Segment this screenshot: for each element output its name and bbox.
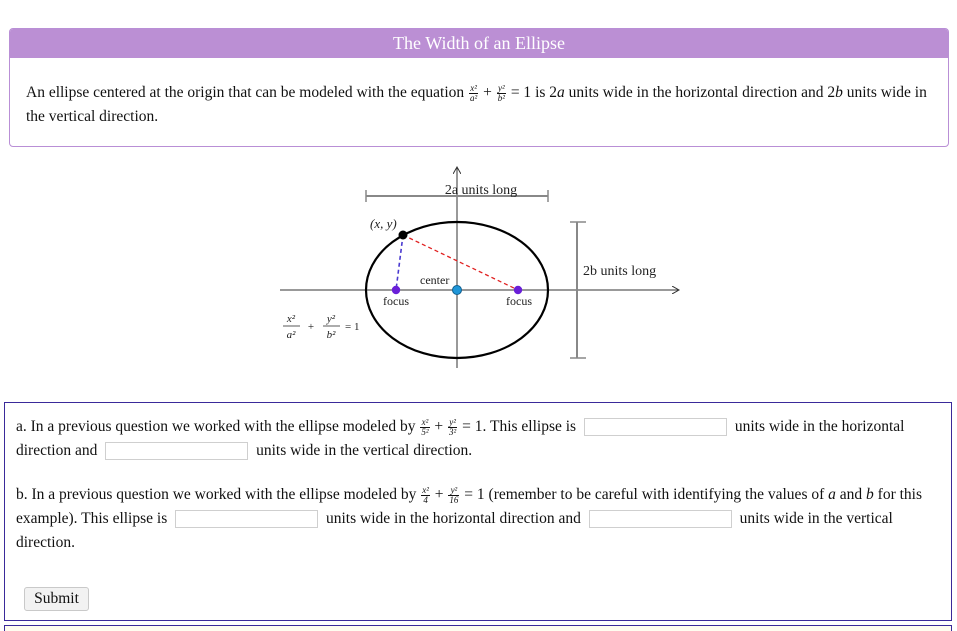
question-a-mid: This ellipse is	[489, 418, 577, 435]
focus-right-label: focus	[506, 294, 532, 308]
question-b-eq-rhs: = 1	[464, 486, 485, 503]
focal-distance-line-blue	[396, 235, 403, 290]
question-b-paren-text: (remember to be careful with identifying the values of	[488, 486, 825, 503]
intro-text-mid: is 2	[535, 84, 558, 101]
intro-text-end: units wide in the vertical direction.	[26, 84, 927, 125]
intro-text-before: An ellipse centered at the origin that can be modeled with the equation	[26, 84, 465, 101]
question-b-eq-term2: $\frac{\text{y²}}{16}$	[449, 484, 459, 505]
question-b-eq-plus: +	[434, 486, 444, 503]
question-a-vertical-input[interactable]	[105, 442, 248, 460]
width-label: 2a units long	[444, 183, 518, 198]
focus-left-label: focus	[383, 294, 409, 308]
svg-text:+: +	[307, 321, 315, 333]
intro-eq-term2: $\frac{\text{y²}}{\text{b²}}$	[497, 82, 505, 103]
intro-var-b: b	[835, 84, 843, 101]
question-a-after-input1: units wide in the horizontal direction and	[16, 418, 905, 459]
svg-text:y²: y²	[326, 313, 336, 325]
next-section-edge	[4, 625, 952, 631]
center-point	[453, 286, 462, 295]
question-b-eq-term1: $\frac{\text{x²}}{4}$	[422, 484, 429, 505]
height-label: 2b units long	[583, 264, 657, 279]
question-b-tail: for this example). This ellipse is	[16, 486, 922, 527]
intro-eq-rhs: = 1	[510, 84, 532, 101]
point-label: (x, y)	[370, 216, 397, 231]
question-b-var-a: a	[828, 486, 836, 503]
intro-title: The Width of an Ellipse	[10, 29, 948, 58]
intro-card	[9, 28, 949, 147]
question-b-vertical-input[interactable]	[589, 510, 732, 528]
question-box	[4, 402, 952, 621]
svg-text:a²: a²	[286, 329, 296, 341]
svg-text:b²: b²	[326, 329, 336, 341]
question-a-eq-rhs: = 1.	[462, 418, 487, 435]
question-a-eq-term2: $\frac{\text{y²}}{\text{3²}}$	[449, 416, 457, 437]
question-a-prefix: a. In a previous question we worked with the ellipse modeled by	[16, 418, 416, 435]
submit-button[interactable]: Submit	[24, 587, 89, 611]
question-b-horizontal-input[interactable]	[175, 510, 318, 528]
focus-left-point	[392, 286, 400, 294]
question-b-prefix: b. In a previous question we worked with the ellipse modeled by	[16, 486, 417, 503]
ellipse-point	[399, 231, 408, 240]
ellipse-diagram	[276, 160, 686, 370]
focus-right-point	[514, 286, 522, 294]
question-a	[16, 415, 941, 463]
svg-text:= 1: = 1	[345, 321, 360, 333]
diagram-equation	[283, 313, 359, 341]
question-a-after-input2: units wide in the vertical direction.	[256, 442, 473, 459]
question-b-var-b: b	[866, 486, 874, 503]
question-b-and: and	[839, 486, 863, 503]
intro-var-a: a	[557, 84, 565, 101]
svg-text:x²: x²	[286, 313, 296, 325]
center-label: center	[420, 273, 450, 287]
question-b-after-input1: units wide in the horizontal direction and	[326, 510, 581, 527]
question-b-after-input2: units wide in the vertical direction.	[16, 510, 893, 551]
intro-eq-term1: $\frac{\text{x²}}{\text{a²}}$	[470, 82, 478, 103]
intro-text-after-a: units wide in the horizontal direction and 2	[568, 84, 836, 101]
question-a-eq-plus: +	[434, 418, 444, 435]
intro-text	[10, 58, 948, 129]
question-a-eq-term1: $\frac{\text{x²}}{\text{5²}}$	[421, 416, 429, 437]
question-a-horizontal-input[interactable]	[584, 418, 727, 436]
question-b	[16, 483, 941, 555]
intro-eq-plus: +	[483, 84, 492, 101]
